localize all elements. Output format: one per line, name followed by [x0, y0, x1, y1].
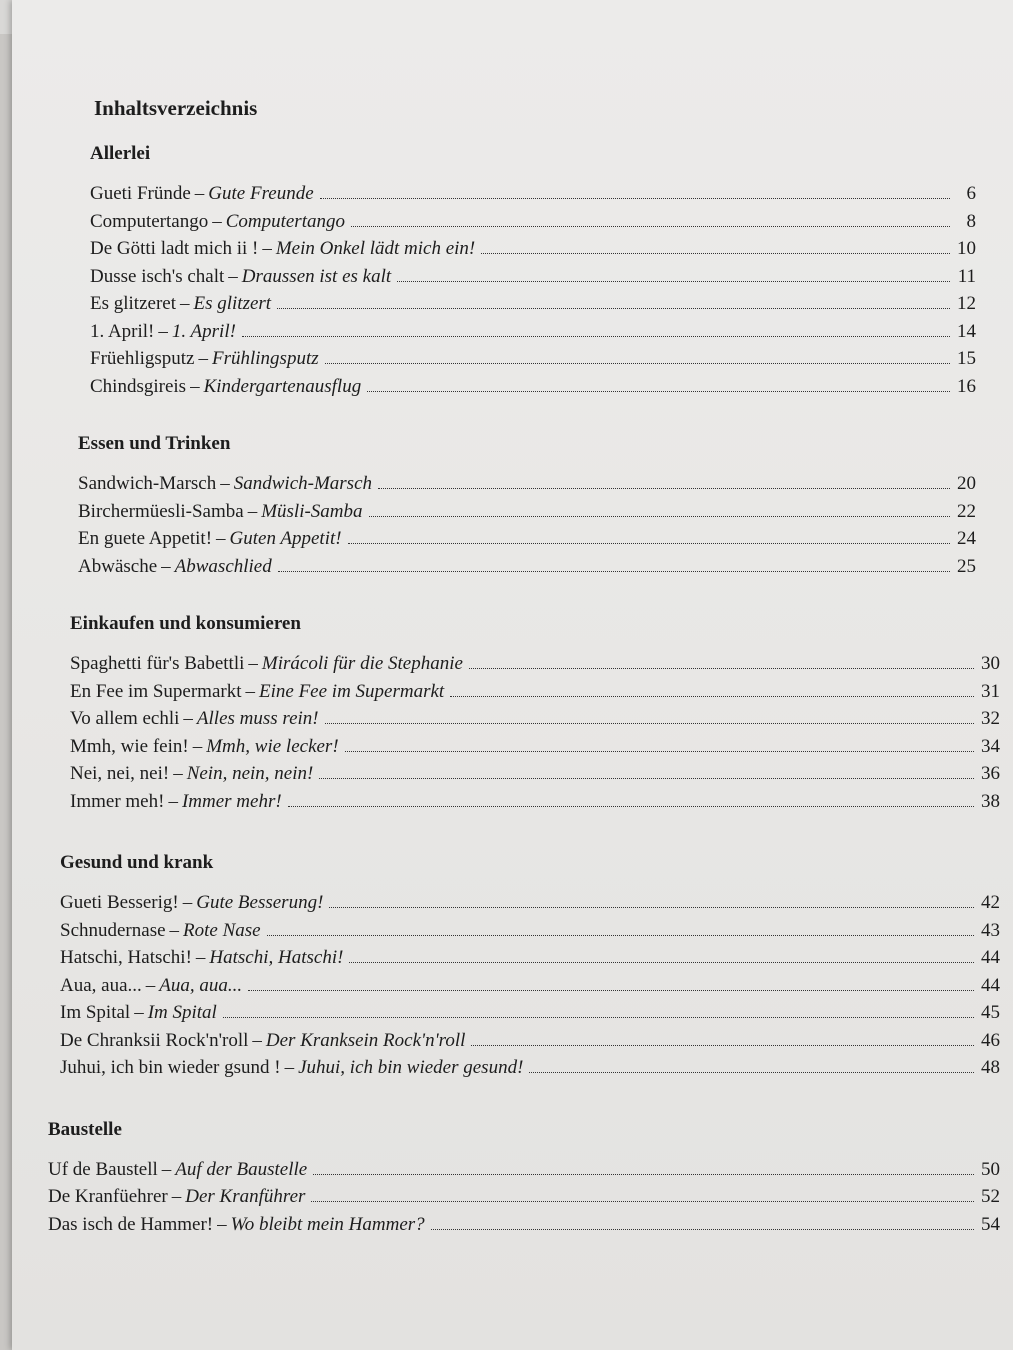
- entry-title-dialect: Sandwich-Marsch: [78, 473, 217, 494]
- toc-entry: [90, 321, 976, 349]
- section-title: Gesund und krank: [60, 852, 214, 873]
- entry-title-standard: Auf der Baustelle: [175, 1158, 308, 1180]
- section-title: Allerlei: [90, 143, 151, 164]
- toc-section: [78, 433, 1000, 583]
- entry-title-standard: Gute Besserung!: [196, 892, 324, 913]
- entry-title-standard: Guten Appetit!: [229, 528, 342, 549]
- toc-entry: [90, 266, 976, 294]
- entry-title-standard: Mirácoli für die Stephanie: [261, 653, 463, 674]
- section-title: Baustelle: [48, 1118, 122, 1140]
- entry-separator: –: [145, 974, 156, 996]
- entry-separator: –: [180, 293, 190, 314]
- entry-separator: –: [262, 238, 272, 259]
- dot-leader: [349, 962, 974, 963]
- entry-title-dialect: Immer meh!: [70, 790, 165, 812]
- page-number: 46: [981, 1029, 1000, 1051]
- entry-title-dialect: Dusse isch's chalt: [90, 265, 225, 287]
- page-number: 38: [981, 790, 1000, 812]
- entry-separator: –: [217, 1213, 227, 1235]
- entry-title-standard: Rote Nase: [183, 919, 261, 941]
- toc-entry: [70, 736, 1000, 764]
- toc-entry: [48, 1159, 1000, 1187]
- entry-title-standard: Frühlingsputz: [212, 348, 319, 369]
- toc-section: [48, 1119, 1000, 1242]
- entry-title-standard: 1. April!: [171, 320, 236, 342]
- table-of-contents: [40, 96, 1000, 1241]
- entry-separator: –: [158, 320, 168, 342]
- page-number: 34: [981, 735, 1000, 757]
- section-title: Einkaufen und konsumieren: [70, 613, 301, 634]
- entry-title-standard: Abwaschlied: [174, 555, 272, 577]
- page-number: 30: [981, 653, 1000, 674]
- entry-title-dialect: Im Spital: [60, 1002, 131, 1023]
- toc-entry: [90, 238, 976, 266]
- entry-title-dialect: Chindsgireis: [90, 375, 187, 397]
- entry-title-standard: Computertango: [225, 210, 345, 232]
- entry-title-standard: Müsli-Samba: [261, 500, 363, 522]
- dot-leader: [378, 488, 950, 489]
- toc-entry: [60, 1002, 1000, 1030]
- entry-title-dialect: Nei, nei, nei!: [70, 763, 170, 784]
- dot-leader: [248, 990, 974, 991]
- entry-separator: –: [169, 919, 180, 941]
- entry-separator: –: [245, 680, 255, 702]
- entry-separator: –: [134, 1002, 144, 1023]
- toc-entry: [78, 501, 976, 529]
- entry-title-dialect: Schnudernase: [60, 919, 166, 941]
- toc-entry: [90, 211, 976, 239]
- entry-separator: –: [190, 375, 200, 397]
- dot-leader: [278, 571, 950, 572]
- entry-title-standard: Immer mehr!: [181, 790, 282, 812]
- page-number: 11: [957, 265, 976, 287]
- toc-entry: [48, 1214, 1000, 1242]
- toc-entry: [90, 183, 976, 211]
- entry-separator: –: [195, 947, 206, 968]
- toc-section: [60, 852, 1000, 1085]
- dot-leader: [529, 1072, 974, 1073]
- entry-title-standard: Es glitzert: [193, 293, 272, 314]
- toc-entry: [90, 293, 976, 321]
- dot-leader: [311, 1201, 974, 1202]
- entry-title-standard: Eine Fee im Supermarkt: [259, 680, 445, 702]
- page-number: 14: [957, 320, 976, 342]
- entry-title-dialect: Das isch de Hammer!: [48, 1213, 214, 1235]
- dot-leader: [313, 1174, 974, 1175]
- toc-entry: [48, 1186, 1000, 1214]
- dot-leader: [450, 696, 974, 697]
- entry-title-dialect: Gueti Besserig!: [60, 892, 179, 913]
- entry-title-standard: Aua, aua...: [159, 974, 243, 996]
- dot-leader: [471, 1045, 974, 1046]
- entry-separator: –: [228, 265, 238, 287]
- page-number: 16: [957, 375, 976, 397]
- entry-title-standard: Kindergartenausflug: [203, 375, 362, 397]
- toc-section: [70, 613, 1000, 818]
- entry-separator: –: [247, 500, 258, 522]
- entry-title-standard: Mmh, wie lecker!: [206, 735, 339, 757]
- page-number: 22: [957, 500, 976, 522]
- toc-entry: [60, 920, 1000, 948]
- toc-entry: [60, 1030, 1000, 1058]
- dot-leader: [277, 308, 950, 309]
- dot-leader: [469, 668, 974, 669]
- entry-separator: –: [198, 348, 208, 369]
- entry-title-dialect: Spaghetti für's Babettli: [70, 653, 245, 674]
- entry-separator: –: [183, 708, 193, 729]
- page-number: 15: [957, 348, 976, 369]
- section-title: Essen und Trinken: [78, 433, 231, 454]
- entry-title-standard: Im Spital: [147, 1002, 217, 1023]
- entry-title-dialect: Birchermüesli-Samba: [78, 500, 244, 522]
- page-number: 10: [957, 238, 976, 259]
- toc-section: [90, 143, 1000, 403]
- entry-title-dialect: Aua, aua...: [60, 974, 142, 996]
- page-number: 44: [981, 974, 1000, 996]
- page-number: 42: [981, 892, 1000, 913]
- dot-leader: [431, 1229, 974, 1230]
- toc-entry: [70, 708, 1000, 736]
- dot-leader: [345, 751, 974, 752]
- entry-title-standard: Wo bleibt mein Hammer?: [230, 1213, 425, 1235]
- page-number: 54: [981, 1213, 1000, 1235]
- entry-title-dialect: Gueti Fründe: [90, 183, 191, 204]
- entry-separator: –: [182, 892, 193, 913]
- dot-leader: [367, 391, 950, 392]
- toc-entry: [90, 376, 976, 404]
- toc-entry: [70, 763, 1000, 791]
- page-number: 48: [981, 1057, 1000, 1078]
- page-number: 20: [957, 473, 976, 494]
- entry-title-dialect: Mmh, wie fein!: [70, 735, 189, 757]
- entry-title-dialect: De Chranksii Rock'n'roll: [60, 1029, 249, 1051]
- entry-separator: –: [248, 653, 258, 674]
- page-number: 44: [981, 947, 1000, 968]
- entry-separator: –: [192, 735, 203, 757]
- dot-leader: [267, 935, 974, 936]
- entry-title-dialect: Es glitzeret: [90, 293, 176, 314]
- page-number: 43: [981, 919, 1000, 941]
- entry-separator: –: [168, 790, 178, 812]
- entry-separator: –: [220, 473, 230, 494]
- entry-title-dialect: De Kranfüehrer: [48, 1186, 168, 1207]
- entry-title-standard: Hatschi, Hatschi!: [209, 947, 344, 968]
- entry-title-standard: Draussen ist es kalt: [241, 265, 392, 287]
- dot-leader: [319, 778, 974, 779]
- book-page: [12, 0, 1013, 1350]
- page-number: 8: [966, 210, 976, 232]
- entry-title-dialect: De Götti ladt mich ii !: [90, 238, 259, 259]
- toc-entry: [60, 1057, 1000, 1085]
- entry-title-standard: Der Kranksein Rock'n'roll: [265, 1029, 466, 1051]
- dot-leader: [348, 543, 950, 544]
- entry-title-standard: Nein, nein, nein!: [186, 763, 314, 784]
- entry-title-standard: Mein Onkel lädt mich ein!: [275, 238, 476, 259]
- entry-title-dialect: Uf de Baustell: [48, 1158, 158, 1180]
- entry-title-dialect: Computertango: [90, 210, 209, 232]
- toc-entry: [60, 975, 1000, 1003]
- entry-title-dialect: Hatschi, Hatschi!: [60, 947, 192, 968]
- dot-leader: [351, 226, 950, 227]
- entry-separator: –: [216, 528, 226, 549]
- page-number: 25: [957, 555, 976, 577]
- entry-title-dialect: Vo allem echli: [70, 708, 180, 729]
- entry-title-standard: Juhui, ich bin wieder gesund!: [298, 1057, 524, 1078]
- entry-title-dialect: Früehligsputz: [90, 348, 195, 369]
- page-number: 6: [966, 183, 976, 204]
- entry-title-dialect: Abwäsche: [78, 555, 158, 577]
- entry-separator: –: [161, 1158, 172, 1180]
- dot-leader: [325, 723, 974, 724]
- entry-title-standard: Gute Freunde: [208, 183, 314, 204]
- dot-leader: [329, 907, 974, 908]
- entry-separator: –: [161, 555, 171, 577]
- page-number: 50: [981, 1158, 1000, 1180]
- toc-entry: [78, 556, 976, 584]
- page-number: 36: [981, 763, 1000, 784]
- toc-entry: [90, 348, 976, 376]
- entry-title-dialect: En Fee im Supermarkt: [70, 680, 242, 702]
- entry-title-standard: Alles muss rein!: [196, 708, 319, 729]
- toc-entry: [60, 892, 1000, 920]
- entry-separator: –: [212, 210, 222, 232]
- dot-leader: [397, 281, 950, 282]
- page-number: 31: [981, 680, 1000, 702]
- toc-entry: [70, 681, 1000, 709]
- page-number: 24: [957, 528, 976, 549]
- page-number: 45: [981, 1002, 1000, 1023]
- entry-title-standard: Sandwich-Marsch: [233, 473, 373, 494]
- dot-leader: [369, 516, 950, 517]
- toc-entry: [60, 947, 1000, 975]
- dot-leader: [288, 806, 974, 807]
- dot-leader: [320, 198, 950, 199]
- entry-separator: –: [171, 1186, 182, 1207]
- entry-separator: –: [194, 183, 205, 204]
- entry-title-dialect: Juhui, ich bin wieder gsund !: [60, 1057, 281, 1078]
- entry-separator: –: [173, 763, 183, 784]
- entry-title-dialect: En guete Appetit!: [78, 528, 213, 549]
- dot-leader: [242, 336, 950, 337]
- toc-entry: [78, 473, 976, 501]
- entry-title-standard: Der Kranführer: [185, 1186, 306, 1207]
- entry-title-dialect: 1. April!: [90, 320, 155, 342]
- page-number: 32: [981, 708, 1000, 729]
- page-title: Inhaltsverzeichnis: [94, 96, 258, 120]
- page-number: 52: [981, 1186, 1000, 1207]
- dot-leader: [481, 253, 950, 254]
- entry-separator: –: [284, 1057, 295, 1078]
- toc-entry: [78, 528, 976, 556]
- dot-leader: [325, 363, 950, 364]
- entry-separator: –: [252, 1029, 262, 1051]
- dot-leader: [223, 1017, 974, 1018]
- page-number: 12: [957, 293, 976, 314]
- toc-entry: [70, 653, 1000, 681]
- toc-entry: [70, 791, 1000, 819]
